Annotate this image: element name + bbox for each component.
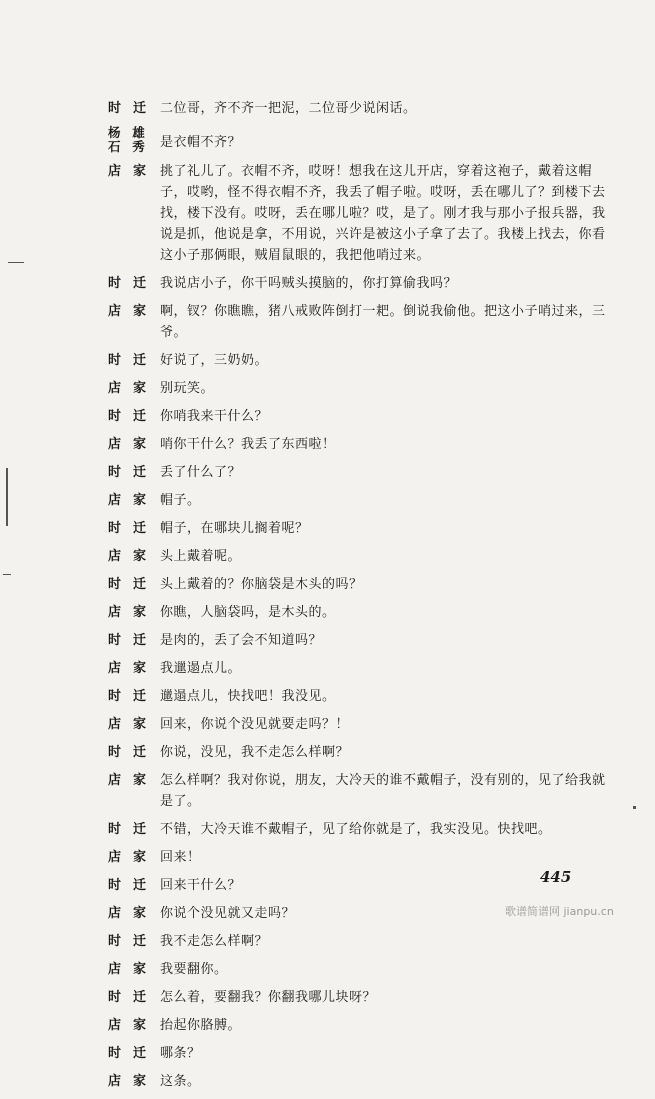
speaker-name: 店 家 [108, 493, 148, 508]
speech-text: 哨你干什么？我丢了东西啦！ [160, 437, 336, 452]
dialogue-line [108, 770, 613, 812]
dialogue-line [108, 1015, 613, 1036]
dialogue-line [108, 1043, 613, 1064]
speaker-name: 时 迁 [108, 409, 148, 424]
speaker-name: 时 迁 [108, 577, 148, 592]
speaker-name: 店 家 [108, 962, 148, 977]
dialogue-line [108, 574, 613, 595]
speech-text: 回来！ [160, 850, 201, 865]
dialogue-line [108, 630, 613, 651]
dialogue-line [108, 273, 613, 294]
speech-text: 帽子，在哪块儿搁着呢？ [160, 521, 309, 536]
speaker-name: 店 家 [108, 1018, 148, 1033]
dialogue-line [108, 406, 613, 427]
page-number: 445 [540, 868, 572, 886]
speech-text: 哪条？ [160, 1046, 201, 1061]
speech-text: 回来，你说个没见就要走吗？！ [160, 717, 350, 732]
speech-text: 是衣帽不齐？ [160, 135, 242, 150]
dialogue-line [108, 714, 613, 735]
speech-text: 你瞧，人脑袋吗，是木头的。 [160, 605, 336, 620]
dialogue-line [108, 518, 613, 539]
speaker-name: 时 迁 [108, 276, 148, 291]
speaker-name: 时 迁 [108, 689, 148, 704]
dialogue-line [108, 378, 613, 399]
dialogue-line [108, 546, 613, 567]
speech-text: 别玩笑。 [160, 381, 215, 396]
speaker-name-part: 石 秀 [108, 139, 146, 154]
dialogue-line [108, 847, 613, 868]
speech-text: 丢了什么了？ [160, 465, 242, 480]
dialogue-line [108, 462, 613, 483]
dialogue-line [108, 875, 613, 896]
speaker-name: 店 家 [108, 549, 148, 564]
speaker-name: 店 家 [108, 1074, 148, 1089]
dialogue-line [108, 1071, 613, 1092]
dialogue-line [108, 98, 613, 119]
speaker-name: 时 迁 [108, 353, 148, 368]
speech-text: 不错，大冷天谁不戴帽子，见了给你就是了，我实没见。快找吧。 [160, 822, 552, 837]
speaker-name: 店 家 [108, 773, 148, 788]
speaker-name: 时 迁 [108, 633, 148, 648]
dialogue-line [108, 658, 613, 679]
scan-mark-left-bar [6, 468, 8, 526]
speaker-name-part: 杨 雄 [108, 125, 146, 140]
speech-text: 抬起你胳膊。 [160, 1018, 242, 1033]
dialogue-line [108, 490, 613, 511]
speaker-name: 店 家 [108, 381, 148, 396]
speech-text: 我要翻你。 [160, 962, 228, 977]
speaker-name: 店 家 [108, 304, 148, 319]
dialogue-line [108, 819, 613, 840]
speech-text: 怎么样啊？我对你说，朋友，大冷天的谁不戴帽子，没有别的，见了给我就是了。 [160, 773, 606, 809]
dialogue-line [108, 987, 613, 1008]
speaker-name: 店 家 [108, 164, 148, 179]
speech-text: 怎么着，要翻我？你翻我哪儿块呀？ [160, 990, 377, 1005]
speech-text: 二位哥，齐不齐一把泥，二位哥少说闲话。 [160, 101, 417, 116]
speaker-name: 时 迁 [108, 101, 148, 116]
dialogue-line [108, 931, 613, 952]
speech-text: 我说店小子，你干吗贼头摸脑的，你打算偷我吗？ [160, 276, 458, 291]
dialogue-line [108, 161, 613, 266]
dialogue-script [108, 98, 613, 1099]
scan-mark-left-top [8, 262, 24, 263]
speaker-name: 店 家 [108, 906, 148, 921]
speech-text: 啊，钗？你瞧瞧，猪八戒败阵倒打一耙。倒说我偷他。把这小子哨过来，三爷。 [160, 304, 606, 340]
speech-text: 你说个没见就又走吗？ [160, 906, 296, 921]
speaker-name: 店 家 [108, 605, 148, 620]
speech-text: 挑了礼儿了。衣帽不齐，哎呀！想我在这儿开店，穿着这袍子，戴着这帽子，哎哟，怪不得衣帽不齐，我丢了帽子啦。哎呀，丢在哪儿了？到楼下去找，楼下没有。哎呀，丢在哪儿啦？哎，是了。刚才我与那小子报兵器，我说是抓，他说是拿，不用说，兴许是被这小子拿了去了。我楼上找去，你看这小子那俩眼，贼眉鼠眼的，我把他哨过来。 [160, 164, 606, 263]
speaker-name: 店 家 [108, 850, 148, 865]
speech-text: 这条。 [160, 1074, 201, 1089]
speaker-name: 时 迁 [108, 934, 148, 949]
speaker-name: 时 迁 [108, 465, 148, 480]
speech-text: 头上戴着的？你脑袋是木头的吗？ [160, 577, 363, 592]
speaker-name: 时 迁 [108, 745, 148, 760]
speech-text: 你哨我来干什么？ [160, 409, 269, 424]
speaker-name [108, 126, 160, 154]
dialogue-line [108, 959, 613, 980]
speech-text: 我邋遢点儿。 [160, 661, 242, 676]
dialogue-line [108, 686, 613, 707]
speaker-name: 店 家 [108, 717, 148, 732]
speaker-name: 时 迁 [108, 1046, 148, 1061]
scan-mark-right-dot [633, 806, 636, 809]
speech-text: 是肉的，丢了会不知道吗？ [160, 633, 323, 648]
speech-text: 帽子。 [160, 493, 201, 508]
speaker-name: 时 迁 [108, 878, 148, 893]
dialogue-line [108, 742, 613, 763]
scan-mark-left-dot [3, 574, 11, 575]
speech-text: 你说，没见，我不走怎么样啊？ [160, 745, 350, 760]
speaker-name: 时 迁 [108, 990, 148, 1005]
speech-text: 我不走怎么样啊？ [160, 934, 269, 949]
speech-text: 回来干什么？ [160, 878, 242, 893]
speaker-name: 时 迁 [108, 822, 148, 837]
speech-text: 邋遢点儿，快找吧！我没见。 [160, 689, 336, 704]
speech-text: 头上戴着呢。 [160, 549, 242, 564]
dialogue-line [108, 126, 613, 154]
dialogue-line [108, 350, 613, 371]
dialogue-line [108, 434, 613, 455]
speaker-name: 店 家 [108, 437, 148, 452]
speaker-name: 时 迁 [108, 521, 148, 536]
watermark: 歌谱简谱网 jianpu.cn [505, 905, 614, 918]
speech-text: 好说了，三奶奶。 [160, 353, 269, 368]
dialogue-line [108, 602, 613, 623]
speaker-name: 店 家 [108, 661, 148, 676]
dialogue-line [108, 301, 613, 343]
